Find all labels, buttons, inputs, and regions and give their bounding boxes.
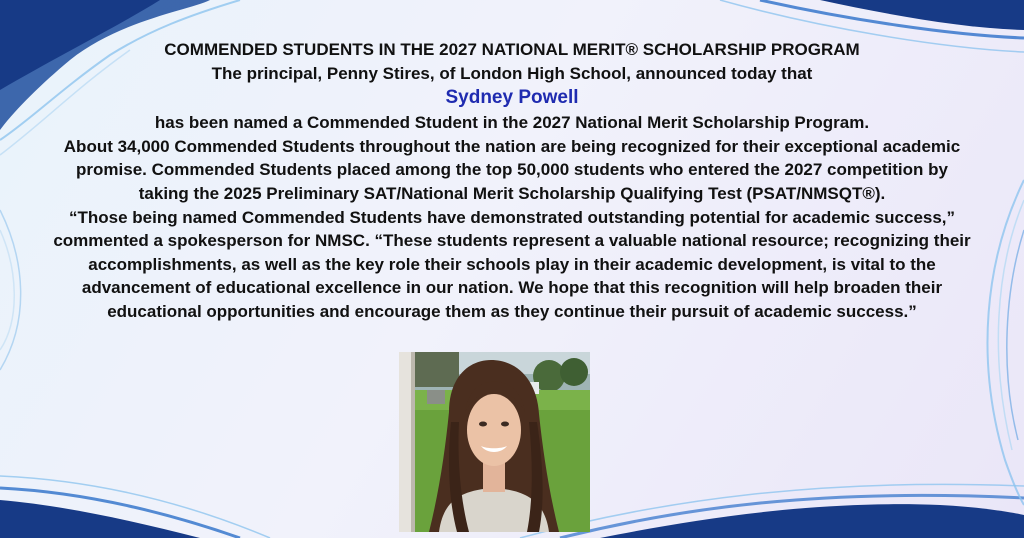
student-name: Sydney Powell — [445, 87, 579, 109]
named-line: has been named a Commended Student in the 2027 National Merit Scholarship Program. — [154, 113, 870, 133]
quote-line: advancement of educational excellence in our nation. We hope that this recognition will help broaden their — [81, 278, 943, 298]
student-photo — [399, 352, 590, 532]
student-portrait-icon — [399, 352, 590, 532]
announcement-text — [0, 38, 1024, 324]
paragraph-line: promise. Commended Students placed among the top 50,000 students who entered the 2027 competition by — [76, 160, 948, 180]
quote-line: commented a spokesperson for NMSC. “These students represent a valuable national resource; recognizing their — [53, 231, 971, 251]
paragraph-line: taking the 2025 Preliminary SAT/National Merit Scholarship Qualifying Test (PSAT/NMSQT®). — [138, 183, 886, 203]
intro-line: The principal, Penny Stires, of London High School, announced today that — [211, 63, 813, 83]
headline: COMMENDED STUDENTS IN THE 2027 NATIONAL MERIT® SCHOLARSHIP PROGRAM — [164, 40, 860, 59]
quote-line: “Those being named Commended Students have demonstrated outstanding potential for academic success,” — [68, 207, 956, 227]
paragraph-line: About 34,000 Commended Students throughout the nation are being recognized for their exceptional academic — [63, 136, 961, 156]
quote-line: educational opportunities and encourage them as they continue their pursuit of academic success.” — [107, 301, 917, 321]
quote-line: accomplishments, as well as the key role their schools play in their academic development, is vital to the — [88, 254, 936, 274]
